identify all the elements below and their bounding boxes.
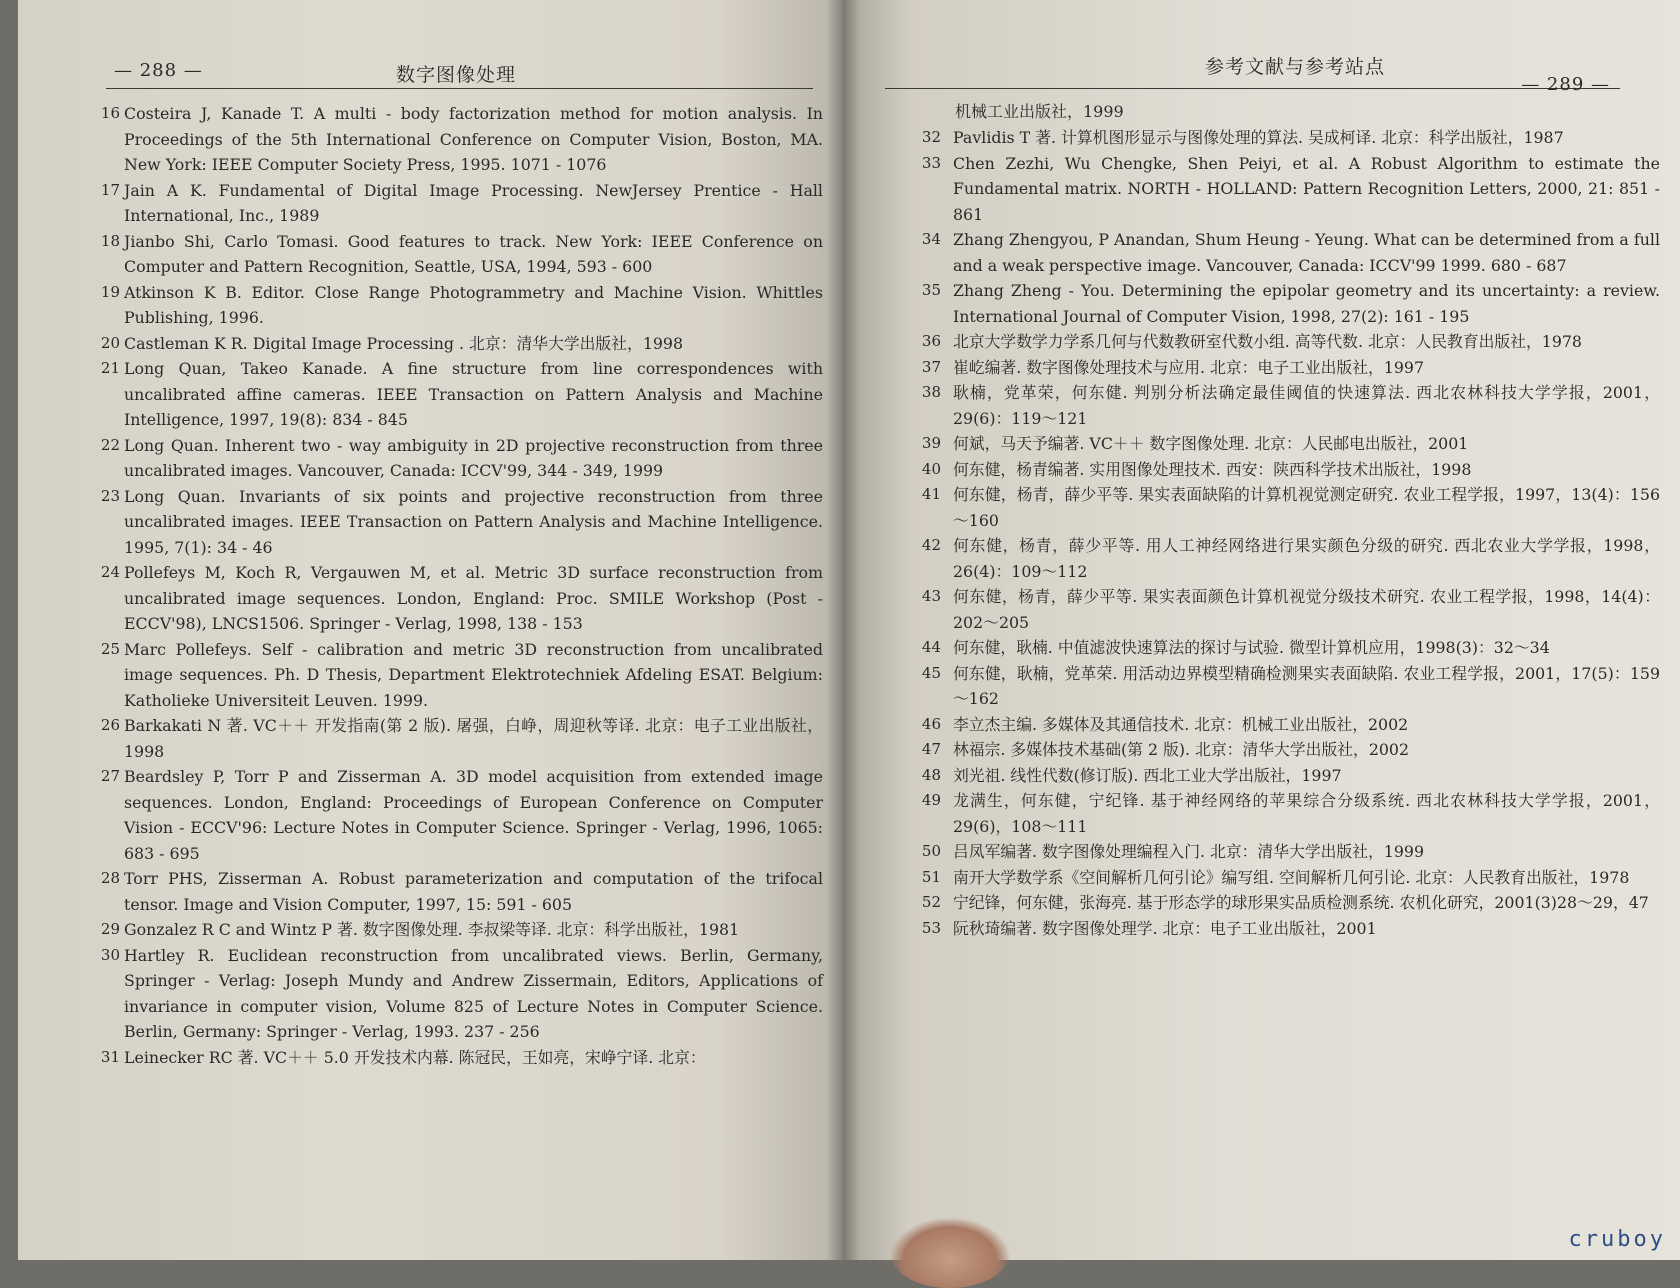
reference-number: 26 <box>100 716 120 734</box>
reference-entry <box>895 865 1660 891</box>
reference-entry <box>895 457 1660 483</box>
reference-entry <box>895 584 1660 635</box>
reference-number: 38 <box>921 383 941 401</box>
reference-text: 龙满生，何东健，宁纪锋. 基于神经网络的苹果综合分级系统. 西北农林科技大学学报，2001，29(6)，108～111 <box>953 791 1660 836</box>
reference-entry <box>90 101 823 178</box>
reference-text: Gonzalez R C and Wintz P 著. 数字图像处理. 李叔梁等译. 北京：科学出版社，1981 <box>124 920 740 939</box>
reference-text: 何斌，马天予编著. VC＋＋ 数字图像处理. 北京：人民邮电出版社，2001 <box>953 434 1469 453</box>
reference-number: 52 <box>921 893 941 911</box>
reference-entry <box>895 533 1660 584</box>
reference-entry <box>90 764 823 866</box>
reference-entry <box>90 178 823 229</box>
reference-entry <box>895 661 1660 712</box>
reference-text: Pollefeys M, Koch R, Vergauwen M, et al. Metric 3D surface reconstruction from uncalibrated image sequences. London, England: Proc. SMILE Workshop (Post - ECCV'98), LNCS1506. Springer - Verlag, 1998, 138 - 153 <box>124 563 823 633</box>
reference-text: Long Quan. Inherent two - way ambiguity in 2D projective reconstruction from three uncalibrated images. Vancouver, Canada: ICCV'99, 344 - 349, 1999 <box>124 435 823 480</box>
reference-text: Jianbo Shi, Carlo Tomasi. Good features to track. New York: IEEE Conference on Computer and Pattern Recognition, Seattle, USA, 1994, 593 - 600 <box>124 231 823 276</box>
reference-number: 16 <box>100 104 120 122</box>
reference-entry <box>90 433 823 484</box>
reference-number: 28 <box>100 869 120 887</box>
reference-entry <box>895 763 1660 789</box>
reference-entry <box>895 788 1660 839</box>
reference-number: 31 <box>100 1047 120 1066</box>
reference-text: 阮秋琦编著. 数字图像处理学. 北京：电子工业出版社，2001 <box>953 918 1377 938</box>
reference-number: 20 <box>100 333 120 352</box>
watermark: cruboy <box>1568 1227 1666 1252</box>
reference-number: 35 <box>921 281 941 299</box>
reference-text: Atkinson K B. Editor. Close Range Photogrammetry and Machine Vision. Whittles Publishing, 1996. <box>124 282 823 327</box>
reference-entry <box>895 329 1660 355</box>
reference-entry <box>895 125 1660 151</box>
reference-entry <box>895 635 1660 661</box>
reference-number: 41 <box>921 485 941 503</box>
reference-text: Chen Zezhi, Wu Chengke, Shen Peiyi, et al. A Robust Algorithm to estimate the Fundamental matrix. NORTH - HOLLAND: Pattern Recognition Letters, 2000, 21: 851 - 861 <box>953 153 1660 224</box>
reference-number: 24 <box>100 563 120 581</box>
right-running-title: 参考文献与参考站点 <box>1205 56 1386 78</box>
reference-text: 北京大学数学力学系几何与代数教研室代数小组. 高等代数. 北京：人民教育出版社，1978 <box>953 332 1582 351</box>
reference-number: 29 <box>100 920 120 938</box>
reference-number: 22 <box>100 435 120 454</box>
reference-entry <box>895 151 1660 228</box>
right-reference-list <box>895 125 1660 941</box>
reference-entry <box>90 229 823 280</box>
reference-text: Long Quan, Takeo Kanade. A fine structure from line correspondences with uncalibrated affine cameras. IEEE Transaction on Pattern Analysis and Machine Intelligence, 1997, 19(8): 834 - 845 <box>124 359 823 429</box>
reference-entry <box>90 917 823 943</box>
reference-text: 何东健，杨青，薛少平等. 果实表面缺陷的计算机视觉测定研究. 农业工程学报，1997，13(4)：156～160 <box>953 485 1660 530</box>
reference-number: 36 <box>921 332 941 350</box>
reference-number: 53 <box>921 918 941 937</box>
reference-entry <box>895 355 1660 381</box>
reference-entry <box>90 280 823 331</box>
reference-number: 47 <box>921 740 941 758</box>
reference-number: 25 <box>100 639 120 658</box>
reference-text: 何东健，耿楠，党革荣. 用活动边界模型精确检测果实表面缺陷. 农业工程学报，2001，17(5)：159～162 <box>953 663 1660 708</box>
right-page-number: — 289 — <box>1521 74 1610 95</box>
reference-entry <box>895 712 1660 738</box>
reference-text: Zhang Zhengyou, P Anandan, Shum Heung - Yeung. What can be determined from a full and a weak perspective image. Vancouver, Canada: ICCV'99 1999. 680 - 687 <box>953 230 1660 275</box>
reference-text: Costeira J, Kanade T. A multi - body factorization method for motion analysis. In Proceedings of the 5th International Conference on Computer Vision, Boston, MA. New York: IEEE Computer Society Press, 1995. 1071 - 1076 <box>124 104 823 174</box>
right-page-header <box>885 48 1620 95</box>
reference-text: Pavlidis T 著. 计算机图形显示与图像处理的算法. 吴成柯译. 北京：科学出版社，1987 <box>953 128 1564 147</box>
reference-entry <box>90 1045 823 1071</box>
reference-continuation: 机械工业出版社，1999 <box>955 102 1124 121</box>
reference-text: Castleman K R. Digital Image Processing . 北京：清华大学出版社，1998 <box>124 333 684 353</box>
reference-text: Long Quan. Invariants of six points and projective reconstruction from three uncalibrated images. IEEE Transaction on Pattern Analysis and Machine Intelligence. 1995, 7(1): 34 - 46 <box>124 486 823 557</box>
reference-number: 48 <box>921 765 941 784</box>
reference-number: 49 <box>921 791 941 809</box>
reference-entry <box>895 431 1660 457</box>
reference-text: 何东健，杨青，薛少平等. 用人工神经网络进行果实颜色分级的研究. 西北农业大学学报，1998，26(4)：109～112 <box>953 536 1660 581</box>
left-page-header <box>106 48 813 89</box>
reference-number: 32 <box>921 128 941 146</box>
reference-text: Barkakati N 著. VC＋＋ 开发指南(第 2 版). 屠强，白峥，周迎秋等译. 北京：电子工业出版社，1998 <box>124 716 823 761</box>
left-page <box>18 0 843 1260</box>
reference-text: 吕凤军编著. 数字图像处理编程入门. 北京：清华大学出版社，1999 <box>953 842 1425 861</box>
reference-text: 何东健，杨青编著. 实用图像处理技术. 西安：陕西科学技术出版社，1998 <box>953 459 1472 479</box>
reference-number: 17 <box>100 180 120 199</box>
reference-entry <box>90 356 823 433</box>
reference-entry <box>895 482 1660 533</box>
reference-number: 45 <box>921 663 941 682</box>
reference-text: 李立杰主编. 多媒体及其通信技术. 北京：机械工业出版社，2002 <box>953 714 1409 734</box>
reference-text: Jain A K. Fundamental of Digital Image Processing. NewJersey Prentice - Hall International, Inc., 1989 <box>124 180 823 225</box>
reference-text: Torr PHS, Zisserman A. Robust parameterization and computation of the trifocal tensor. Image and Vision Computer, 1997, 15: 591 - 605 <box>124 869 823 914</box>
reference-number: 46 <box>921 714 941 733</box>
reference-text: 何东健，杨青，薛少平等. 果实表面颜色计算机视觉分级技术研究. 农业工程学报，1998，14(4)：202～205 <box>953 587 1660 632</box>
reference-number: 33 <box>921 153 941 172</box>
reference-number: 40 <box>921 459 941 478</box>
reference-number: 27 <box>100 767 120 785</box>
reference-number: 37 <box>921 357 941 376</box>
reference-number: 44 <box>921 638 941 656</box>
reference-text: Zhang Zheng - You. Determining the epipolar geometry and its uncertainty: a review. International Journal of Computer Vision, 1998, 27(2): 161 - 195 <box>953 281 1660 326</box>
reference-entry <box>90 713 823 764</box>
reference-text: 崔屹编著. 数字图像处理技术与应用. 北京：电子工业出版社，1997 <box>953 357 1425 377</box>
reference-number: 21 <box>100 359 120 377</box>
reference-entry <box>90 943 823 1045</box>
reference-text: 林福宗. 多媒体技术基础(第 2 版). 北京：清华大学出版社，2002 <box>953 740 1410 759</box>
reference-text: 何东健，耿楠. 中值滤波快速算法的探讨与试验. 微型计算机应用，1998(3)：32～34 <box>953 638 1550 657</box>
reference-number: 42 <box>921 536 941 554</box>
reference-entry <box>90 866 823 917</box>
reference-text: 宁纪锋，何东健，张海亮. 基于形态学的球形果实品质检测系统. 农机化研究，2001(3)28～29，47 <box>953 893 1649 912</box>
reference-entry <box>90 484 823 561</box>
reference-entry <box>895 916 1660 942</box>
reference-entry <box>895 737 1660 763</box>
reference-number: 34 <box>921 230 941 248</box>
reference-number: 18 <box>100 231 120 250</box>
right-page <box>843 0 1680 1260</box>
reference-text: 刘光祖. 线性代数(修订版). 西北工业大学出版社，1997 <box>953 765 1342 785</box>
reference-number: 51 <box>921 867 941 886</box>
reference-entry <box>90 637 823 714</box>
reference-entry <box>895 890 1660 916</box>
reference-number: 23 <box>100 486 120 505</box>
reference-entry <box>895 227 1660 278</box>
reference-entry <box>90 560 823 637</box>
reference-text: Leinecker RC 著. VC＋＋ 5.0 开发技术内幕. 陈冠民，王如亮，宋峥宁译. 北京： <box>124 1047 706 1067</box>
reference-number: 19 <box>100 282 120 301</box>
reference-number: 43 <box>921 587 941 605</box>
thumb-photo-artifact <box>890 1218 1010 1288</box>
left-page-number: — 288 — <box>114 60 203 81</box>
reference-entry <box>895 839 1660 865</box>
reference-number: 39 <box>921 434 941 452</box>
left-reference-list <box>100 89 823 1070</box>
reference-text: 耿楠，党革荣，何东健. 判别分析法确定最佳阈值的快速算法. 西北农林科技大学学报，2001，29(6)：119～121 <box>953 383 1660 428</box>
reference-text: Marc Pollefeys. Self - calibration and metric 3D reconstruction from uncalibrated image sequences. Ph. D Thesis, Department Elektrotechniek Afdeling ESAT. Belgium: Katholieke Universiteit Leuven. 1999. <box>124 639 823 710</box>
reference-number: 50 <box>921 842 941 860</box>
left-running-title: 数字图像处理 <box>396 64 517 86</box>
reference-entry <box>895 278 1660 329</box>
reference-entry <box>895 380 1660 431</box>
reference-number: 30 <box>100 945 120 964</box>
reference-entry <box>90 331 823 357</box>
reference-text: 南开大学数学系《空间解析几何引论》编写组. 空间解析几何引论. 北京：人民教育出版社，1978 <box>953 867 1630 887</box>
reference-text: Hartley R. Euclidean reconstruction from uncalibrated views. Berlin, Germany, Springer - Verlag: Joseph Mundy and Andrew Zissermain, Editors, Applications of invariance in computer vision, Volume 825 of Lecture Notes in Computer Science. Berlin, Germany: Springer - Verlag, 1993. 237 - 256 <box>124 945 823 1041</box>
reference-text: Beardsley P, Torr P and Zisserman A. 3D model acquisition from extended image sequences. London, England: Proceedings of European Conference on Computer Vision - ECCV'96: Lecture Notes in Computer Science. Springer - Verlag, 1996, 1065: 683 - 695 <box>124 767 823 863</box>
